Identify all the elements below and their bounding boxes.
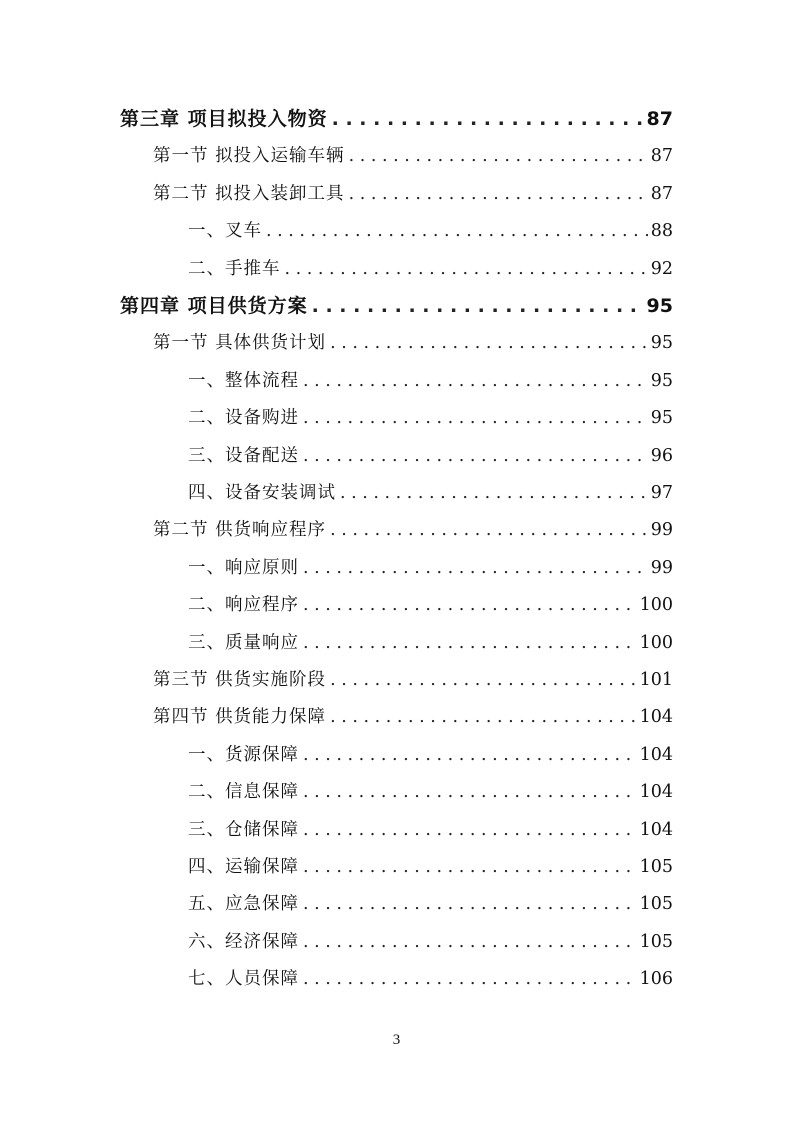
toc-entry-page-number: 87: [650, 183, 673, 204]
toc-entry-page-number: 104: [639, 707, 673, 728]
toc-entry-page-number: 87: [646, 108, 673, 130]
toc-entry-title: 二、信息保障: [188, 782, 299, 803]
toc-entry-title: 二、手推车: [188, 258, 281, 279]
toc-entry-title: 第四章 项目供货方案: [120, 295, 308, 317]
toc-entry-page-number: 95: [650, 333, 673, 354]
toc-entry-item[interactable]: [188, 816, 673, 844]
toc-entry-page-number: 95: [646, 295, 673, 317]
toc-entry-title: 四、运输保障: [188, 857, 299, 877]
toc-entry-page-number: 104: [639, 782, 673, 803]
toc-entry-title: 二、设备购进: [188, 408, 299, 429]
toc-entry-item[interactable]: [188, 479, 673, 507]
toc-entry-title: 五、应急保障: [188, 894, 299, 915]
dot-leader: [349, 142, 648, 170]
toc-entry-title: 第三章 项目拟投入物资: [120, 108, 328, 130]
dot-leader: [303, 404, 648, 432]
toc-entry-page-number: 97: [650, 483, 673, 503]
dot-leader: [285, 255, 648, 283]
toc-entry-item[interactable]: [188, 965, 673, 993]
toc-entry-title: 三、仓储保障: [188, 819, 299, 840]
toc-entry-title: 六、经济保障: [188, 931, 299, 952]
dot-leader: [303, 741, 637, 769]
toc-entry-page-number: 106: [639, 969, 673, 990]
toc-entry-page-number: 87: [650, 146, 673, 167]
toc-entry-page-number: 92: [650, 258, 673, 279]
toc-entry-item[interactable]: [188, 404, 673, 432]
toc-entry-title: 一、整体流程: [188, 370, 299, 391]
toc-entry-item[interactable]: [188, 367, 673, 395]
toc-entry-item[interactable]: [188, 591, 673, 619]
dot-leader: [340, 479, 648, 507]
dot-leader: [303, 591, 637, 619]
toc-entry-section[interactable]: [153, 329, 673, 357]
toc-entry-item[interactable]: [188, 442, 673, 470]
toc-entry-title: 第二节 拟投入装卸工具: [153, 183, 345, 204]
toc-entry-item[interactable]: [188, 890, 673, 918]
toc-entry-item[interactable]: [188, 629, 673, 657]
dot-leader: [303, 367, 648, 395]
dot-leader: [330, 516, 648, 544]
dot-leader: [332, 105, 644, 133]
dot-leader: [330, 329, 648, 357]
dot-leader: [303, 816, 637, 844]
dot-leader: [349, 180, 648, 208]
toc-entry-title: 七、人员保障: [188, 969, 299, 990]
toc-entry-title: 第三节 供货实施阶段: [153, 670, 327, 690]
toc-entry-item[interactable]: [188, 255, 673, 283]
dot-leader: [303, 965, 637, 993]
page-number: 3: [392, 1032, 401, 1048]
toc-entry-title: 第一节 拟投入运输车辆: [153, 146, 345, 167]
toc-entry-page-number: 104: [639, 819, 673, 840]
toc-entry-section[interactable]: [153, 703, 673, 731]
dot-leader: [330, 703, 637, 731]
toc-entry-title: 三、设备配送: [188, 445, 299, 466]
toc-entry-title: 一、货源保障: [188, 744, 299, 765]
toc-entry-page-number: 99: [650, 557, 673, 578]
dot-leader: [303, 554, 648, 582]
toc-entry-title: 一、响应原则: [188, 557, 299, 578]
toc-entry-title: 第二节 供货响应程序: [153, 520, 327, 541]
toc-entry-title: 第四节 供货能力保障: [153, 707, 327, 728]
dot-leader: [303, 778, 637, 806]
toc-entry-section[interactable]: [153, 666, 673, 694]
toc-entry-page-number: 104: [639, 744, 673, 765]
toc-entry-section[interactable]: [153, 180, 673, 208]
toc-entry-title: 第一节 具体供货计划: [153, 333, 327, 354]
toc-entry-item[interactable]: [188, 778, 673, 806]
dot-leader: [303, 442, 648, 470]
toc-entry-page-number: 95: [650, 408, 673, 429]
dot-leader: [303, 890, 637, 918]
toc-entry-item[interactable]: [188, 741, 673, 769]
toc-entry-page-number: 88: [650, 221, 673, 242]
dot-leader: [303, 629, 637, 657]
toc-entry-page-number: 105: [639, 931, 673, 952]
dot-leader: [330, 666, 637, 694]
toc-entry-item[interactable]: [188, 928, 673, 956]
toc-entry-item[interactable]: [188, 853, 673, 881]
toc-entry-page-number: 99: [650, 520, 673, 541]
toc-entry-page-number: 100: [639, 595, 673, 616]
toc-entry-section[interactable]: [153, 142, 673, 170]
toc-entry-page-number: 100: [639, 632, 673, 653]
toc-entry-chapter[interactable]: [120, 292, 673, 320]
toc-entry-item[interactable]: [188, 554, 673, 582]
toc-entry-page-number: 105: [639, 857, 673, 877]
dot-leader: [312, 292, 644, 320]
toc-entry-section[interactable]: [153, 516, 673, 544]
toc-entry-page-number: 95: [650, 370, 673, 391]
toc-entry-title: 四、设备安装调试: [188, 483, 336, 503]
toc-entry-item[interactable]: [188, 217, 673, 245]
toc-entry-page-number: 105: [639, 894, 673, 915]
toc-entry-chapter[interactable]: [120, 105, 673, 133]
toc-entry-page-number: 101: [639, 670, 673, 690]
toc-entry-title: 二、响应程序: [188, 595, 299, 616]
toc-entry-page-number: 96: [650, 445, 673, 466]
dot-leader: [266, 217, 648, 245]
dot-leader: [303, 853, 637, 881]
toc-entry-title: 三、质量响应: [188, 632, 299, 653]
toc-entry-title: 一、叉车: [188, 221, 262, 242]
dot-leader: [303, 928, 637, 956]
